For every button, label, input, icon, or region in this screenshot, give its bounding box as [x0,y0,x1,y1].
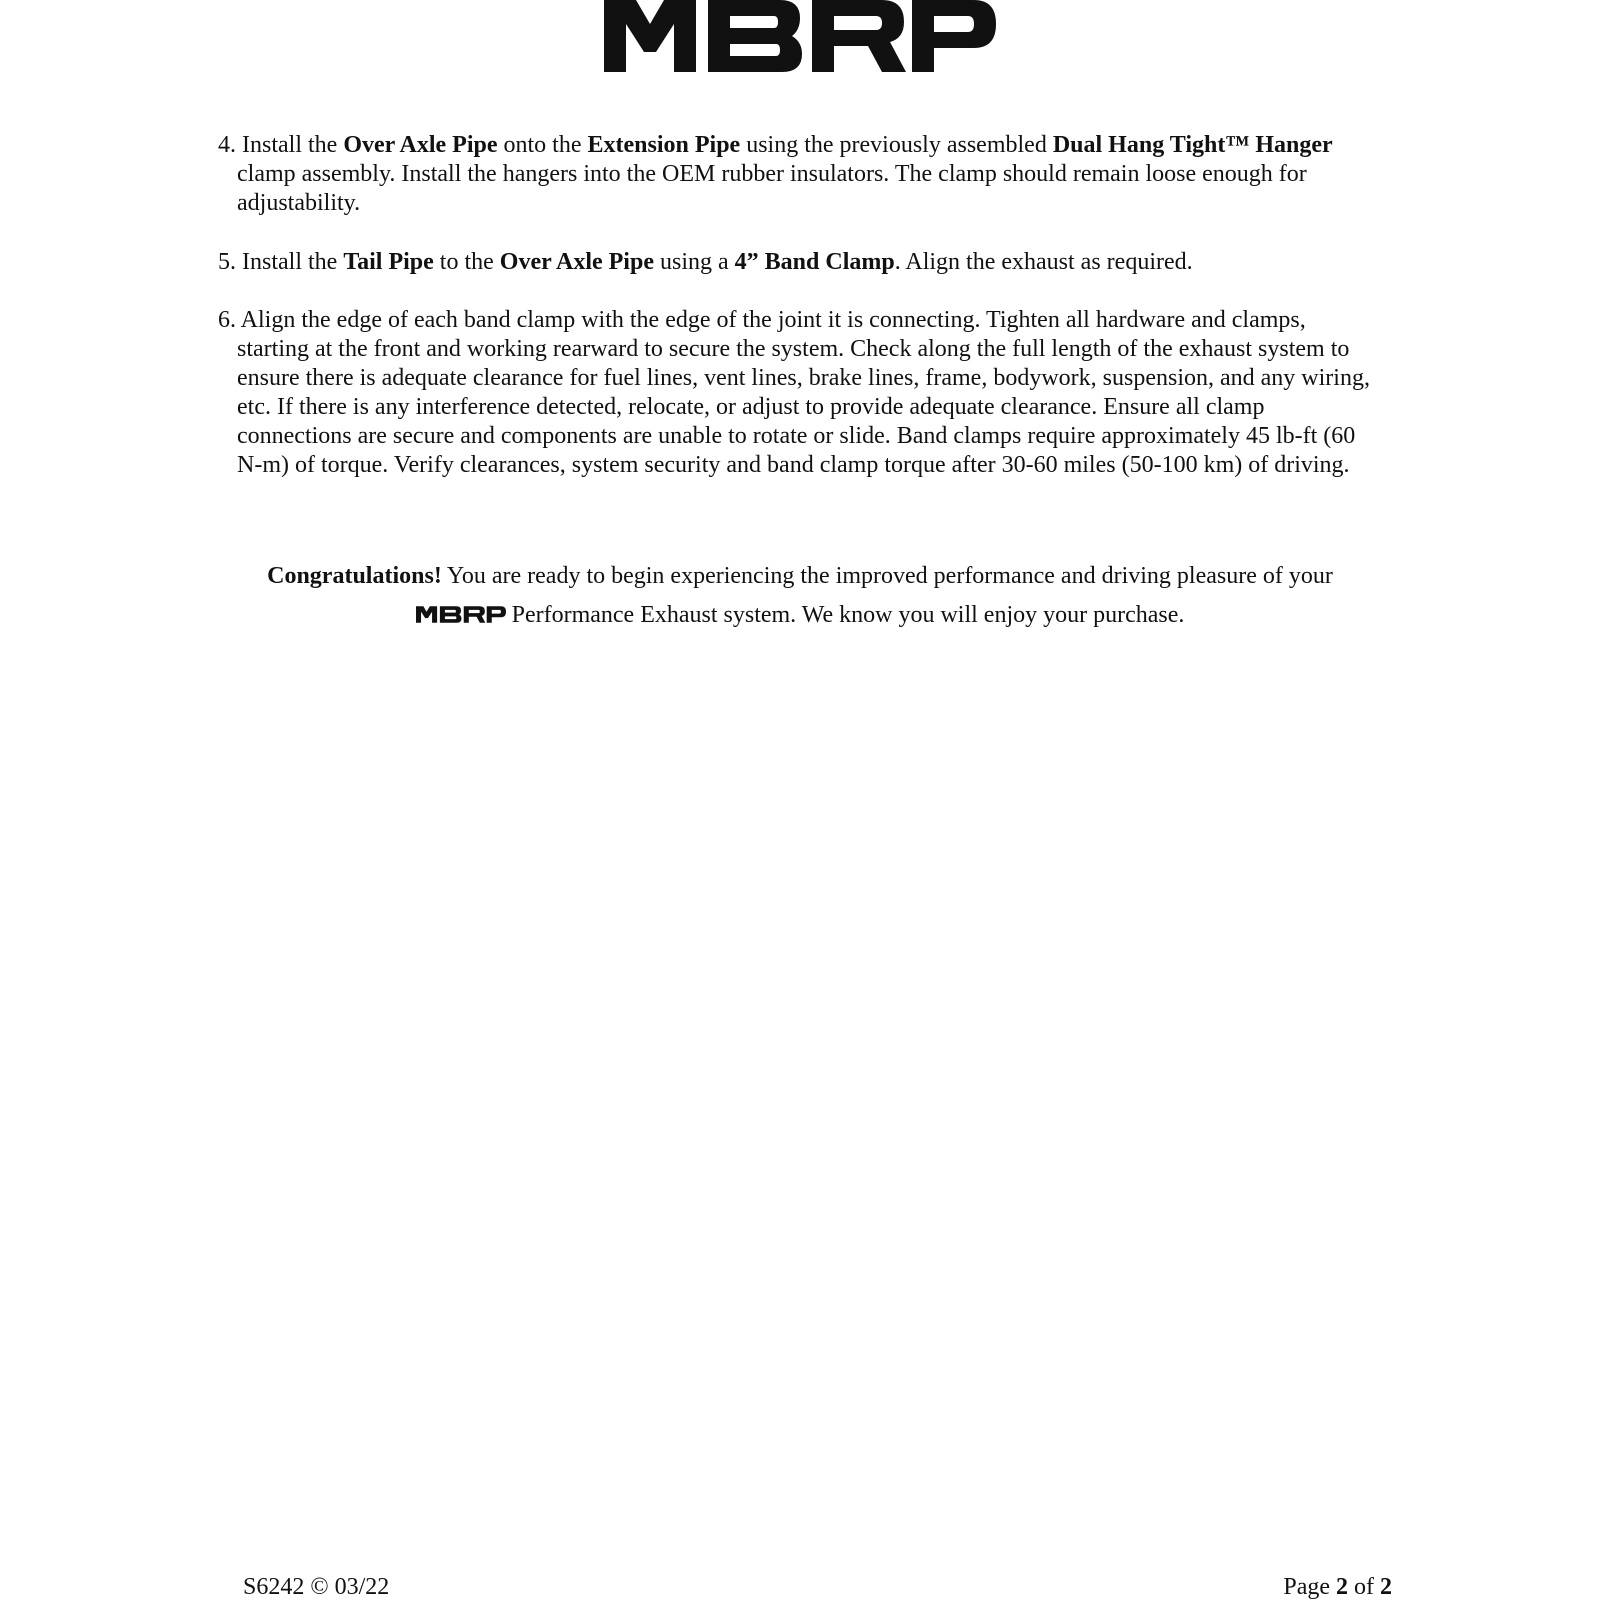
step-text: to the [433,249,500,275]
congratulations-message [200,562,1400,630]
step-text: clamp assembly. Install the hangers into the OEM rubber insulators. The clamp should remain loose enough for adjustability. [237,161,1307,216]
page-prefix: Page [1283,1574,1336,1600]
page-number [1283,1573,1392,1602]
step-emphasis: 4” Band Clamp [734,249,895,275]
step-emphasis: Extension Pipe [587,132,741,158]
instruction-step-4 [218,131,1377,218]
step-text: Install the [236,132,344,158]
step-text: using the previously assembled [740,132,1053,158]
instruction-step-5 [218,248,1377,277]
mbrp-logo [604,0,996,72]
document-code: S6242 © 03/22 [243,1574,390,1600]
mbrp-inline-logo [416,606,506,623]
step-number: 4. [218,132,236,158]
congratulations-line-2: Performance Exhaust system. We know you will enjoy your purchase. [511,602,1185,628]
step-number: 6. [218,307,236,333]
step-text: . Align the exhaust as required. [894,249,1193,275]
step-text: using a [653,249,735,275]
page-current: 2 [1336,1574,1348,1600]
congratulations-lead: Congratulations! [267,563,442,589]
step-emphasis: Over Axle Pipe [343,132,498,158]
page-total: 2 [1380,1574,1392,1600]
step-emphasis: Dual Hang Tight™ Hanger [1052,132,1333,158]
step-text: onto the [497,132,588,158]
page-mid: of [1348,1574,1380,1600]
step-number: 5. [218,249,236,275]
congratulations-line-1: You are ready to begin experiencing the improved performance and driving pleasure of your [441,563,1333,589]
step-emphasis: Tail Pipe [343,249,434,275]
step-emphasis: Over Axle Pipe [499,249,654,275]
step-text: Install the [236,249,344,275]
step-text: Align the edge of each band clamp with the edge of the joint it is connecting. Tighten all hardware and clamps, starting at the front and working rearward to secure the system. Check along the full length of the exhaust system to ensure there is adequate clearance for fuel lines, vent lines, brake lines, frame, bodywork, suspension, and any wiring, etc. If there is any interference detected, relocate, or adjust to provide adequate clearance. Ensure all clamp connections are secure and components are unable to rotate or slide. Band clamps require approximately 45 lb-ft (60 N-m) of torque. Verify clearances, system security and band clamp torque after 30-60 miles (50-100 km) of driving. [236,307,1370,478]
instruction-step-6 [218,306,1377,480]
